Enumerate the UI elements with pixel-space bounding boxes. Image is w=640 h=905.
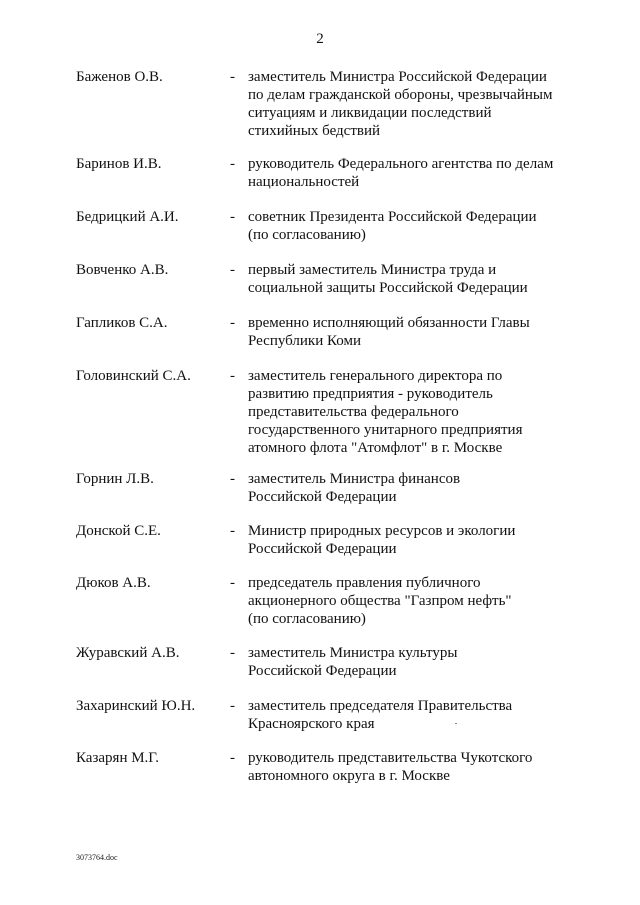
separator-dash: - (230, 368, 235, 384)
description-line: советник Президента Российской Федерации (248, 209, 537, 225)
position-description (248, 470, 578, 506)
position-description (248, 522, 578, 558)
description-line: (по согласованию) (248, 611, 366, 627)
description-line: стихийных бедствий (248, 123, 381, 139)
person-name: Дюков А.В. (76, 575, 151, 591)
description-line: по делам гражданской обороны, чрезвычайным (248, 87, 553, 103)
separator-dash: - (230, 69, 235, 85)
position-description (248, 574, 578, 628)
description-line: заместитель Министра финансов (248, 471, 461, 487)
separator-dash: - (230, 471, 235, 487)
person-name: Журавский А.В. (76, 645, 180, 661)
person-name: Баринов И.В. (76, 156, 162, 172)
separator-dash: - (230, 315, 235, 331)
description-line: Российской Федерации (248, 489, 397, 505)
separator-dash: - (230, 156, 235, 172)
description-line: руководитель Федерального агентства по делам (248, 156, 554, 172)
person-name: Бедрицкий А.И. (76, 209, 179, 225)
description-line: заместитель генерального директора по (248, 368, 503, 384)
separator-dash: - (230, 645, 235, 661)
description-line: национальностей (248, 174, 360, 190)
description-line: акционерного общества "Газпром нефть" (248, 593, 512, 609)
person-name: Казарян М.Г. (76, 750, 160, 766)
description-line: Республики Коми (248, 333, 361, 349)
separator-dash: - (230, 262, 235, 278)
scan-speck (455, 723, 457, 724)
person-name: Донской С.Е. (76, 523, 161, 539)
description-line: руководитель представительства Чукотского (248, 750, 533, 766)
person-name: Баженов О.В. (76, 69, 163, 85)
description-line: атомного флота "Атомфлот" в г. Москве (248, 440, 503, 456)
separator-dash: - (230, 209, 235, 225)
separator-dash: - (230, 750, 235, 766)
separator-dash: - (230, 523, 235, 539)
description-line: временно исполняющий обязанности Главы (248, 315, 530, 331)
description-line: заместитель Министра Российской Федерации (248, 69, 547, 85)
person-name: Вовченко А.В. (76, 262, 169, 278)
position-description (248, 261, 578, 297)
position-description (248, 155, 578, 191)
description-line: государственного унитарного предприятия (248, 422, 523, 438)
description-line: заместитель председателя Правительства (248, 698, 513, 714)
description-line: Российской Федерации (248, 541, 397, 557)
description-line: первый заместитель Министра труда и (248, 262, 497, 278)
separator-dash: - (230, 698, 235, 714)
position-description (248, 644, 578, 680)
description-line: Министр природных ресурсов и экологии (248, 523, 516, 539)
person-name: Горнин Л.В. (76, 471, 154, 487)
document-file-code: 3073764.doc (76, 853, 118, 862)
position-description (248, 749, 578, 785)
page-number: 2 (316, 31, 324, 47)
description-line: социальной защиты Российской Федерации (248, 280, 528, 296)
description-line: ситуациям и ликвидации последствий (248, 105, 492, 121)
position-description (248, 208, 578, 244)
description-line: Российской Федерации (248, 663, 397, 679)
description-line: представительства федерального (248, 404, 459, 420)
description-line: председатель правления публичного (248, 575, 481, 591)
person-name: Головинский С.А. (76, 368, 191, 384)
position-description (248, 367, 578, 457)
description-line: заместитель Министра культуры (248, 645, 458, 661)
description-line: развитию предприятия - руководитель (248, 386, 493, 402)
description-line: автономного округа в г. Москве (248, 768, 450, 784)
separator-dash: - (230, 575, 235, 591)
description-line: Красноярского края (248, 716, 375, 732)
position-description (248, 697, 578, 733)
person-name: Гапликов С.А. (76, 315, 168, 331)
position-description (248, 314, 578, 350)
person-name: Захаринский Ю.Н. (76, 698, 196, 714)
description-line: (по согласованию) (248, 227, 366, 243)
position-description (248, 68, 578, 140)
